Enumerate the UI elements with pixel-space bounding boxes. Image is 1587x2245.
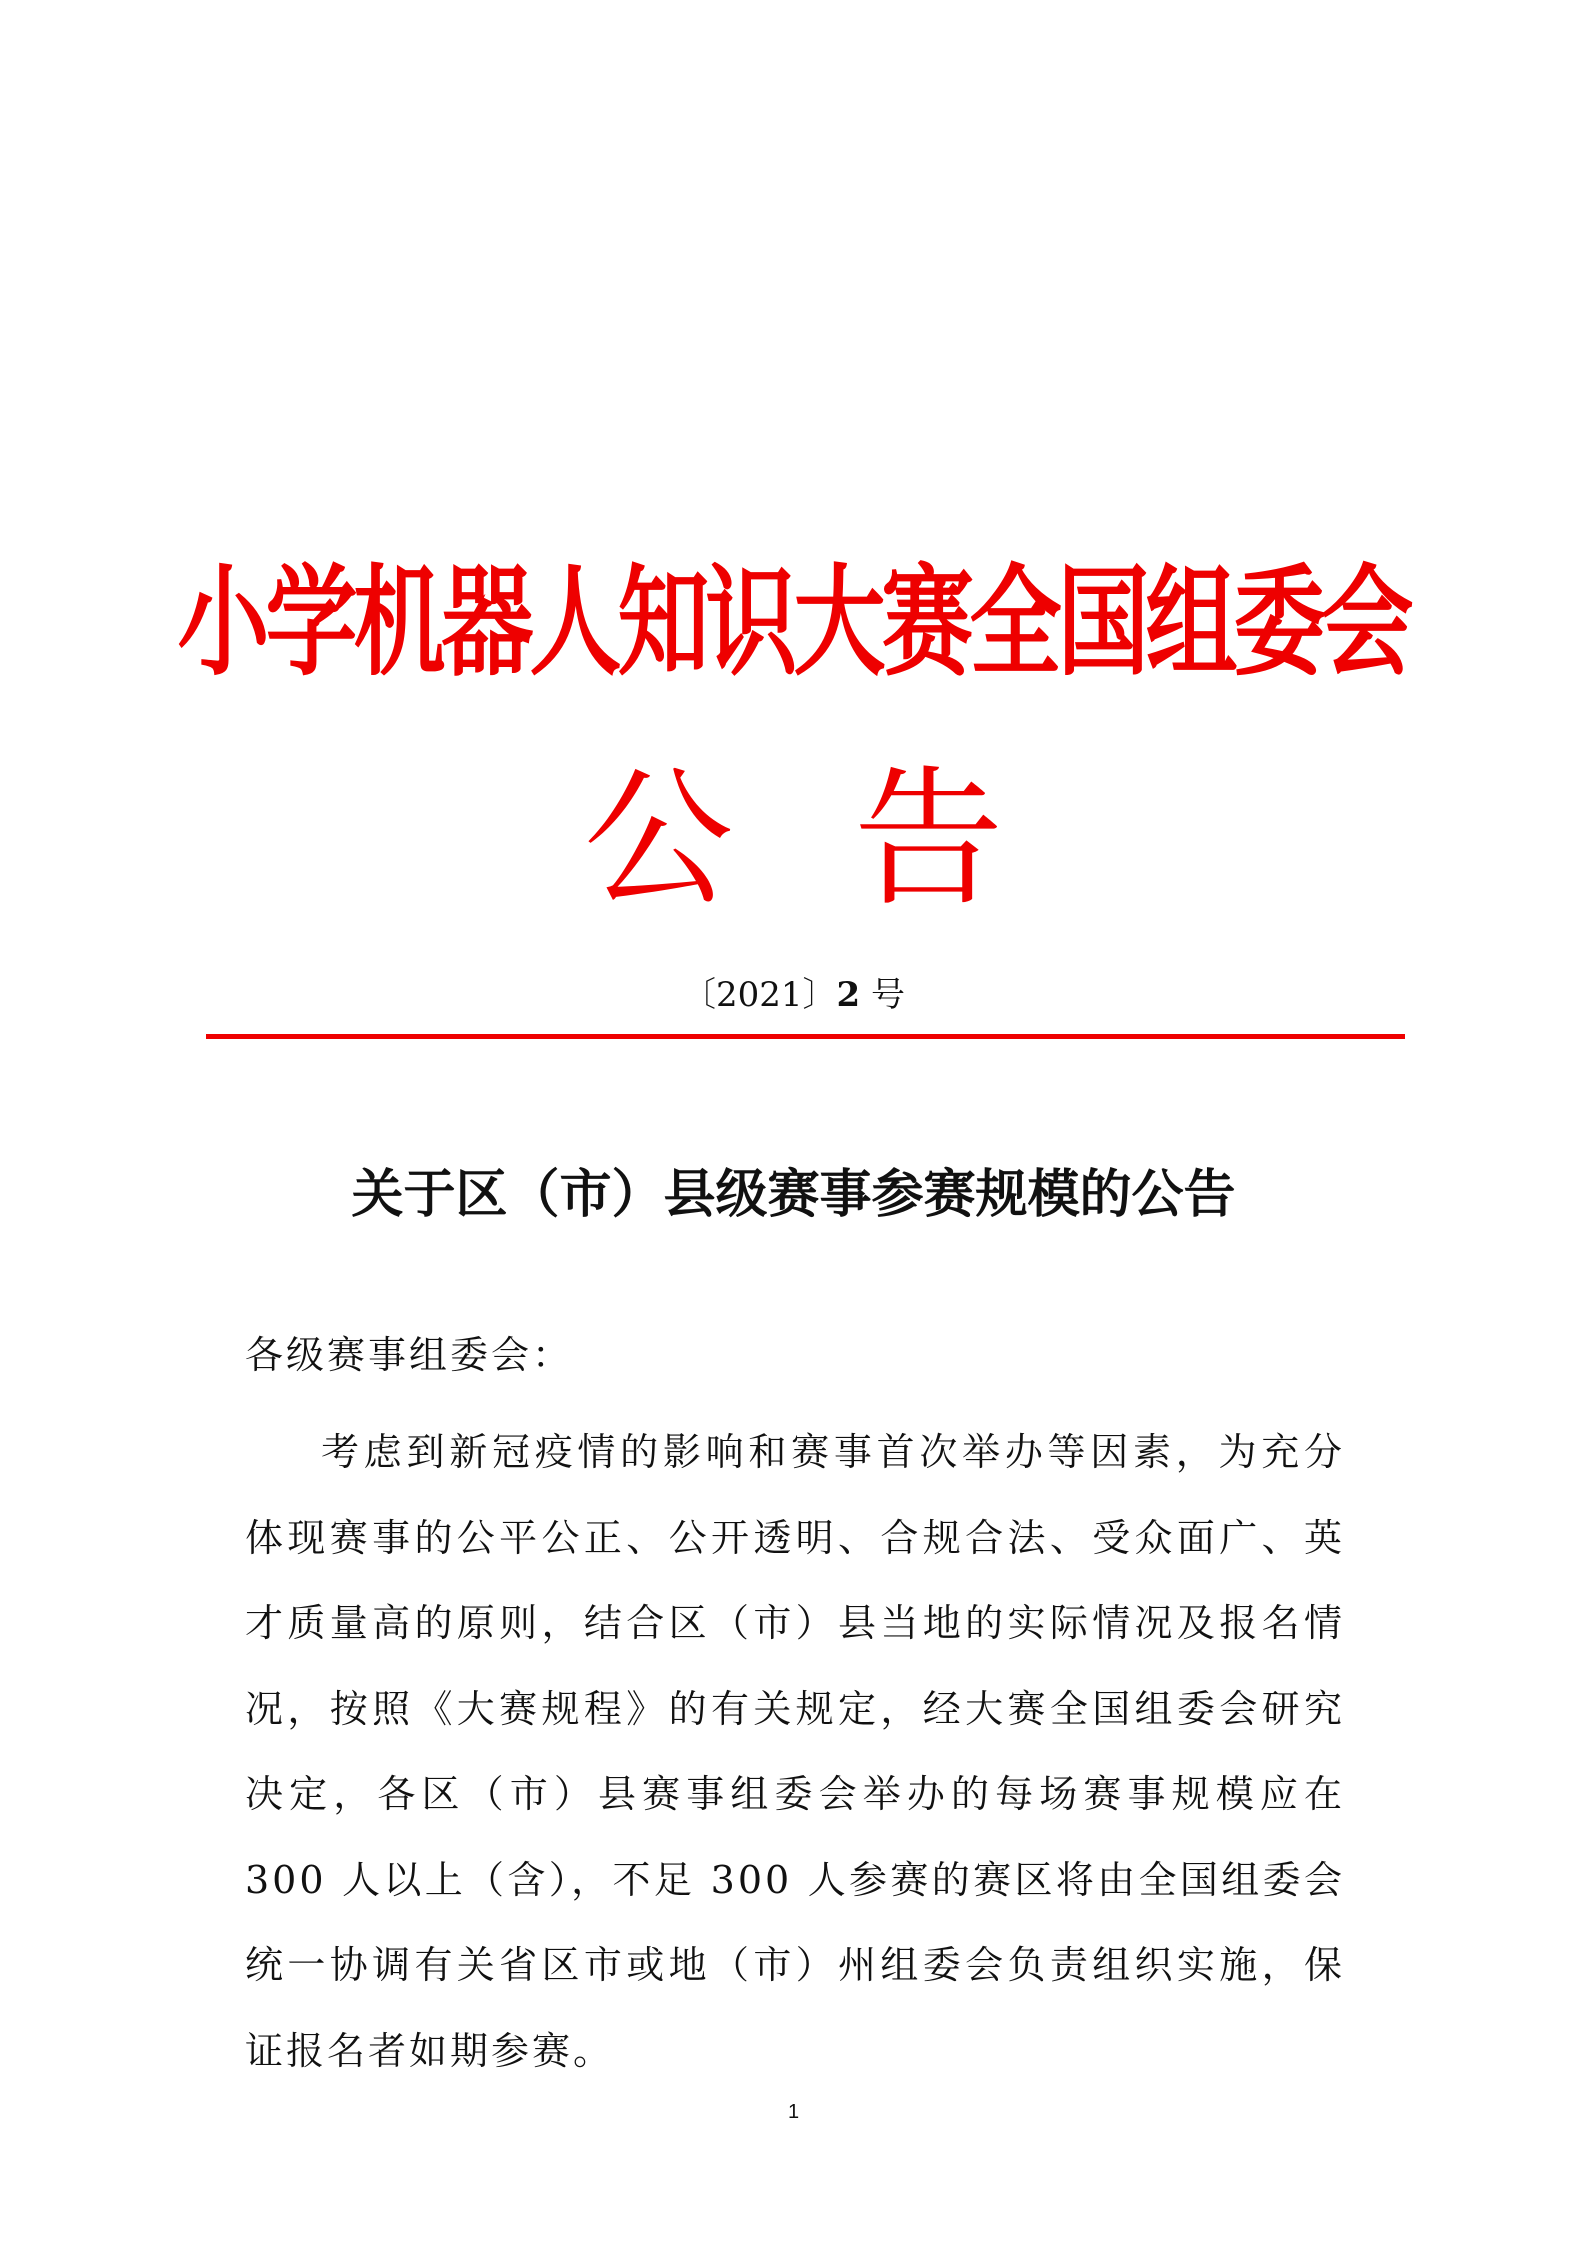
document-number	[0, 970, 1587, 1020]
doc-type-char-1: 公	[583, 753, 734, 927]
doc-number-prefix: 〔2021〕	[681, 975, 837, 1015]
article-title: 关于区（市）县级赛事参赛规模的公告	[351, 1165, 1236, 1225]
issuing-organization-header: 小学机器人知识大赛全国组委会	[177, 552, 1410, 692]
doc-number-suffix: 号	[871, 975, 905, 1015]
doc-type-char-2: 告	[853, 753, 1004, 927]
salutation: 各级赛事组委会：	[245, 1333, 574, 1377]
body-paragraph: 考虑到新冠疫情的影响和赛事首次举办等因素，为充分体现赛事的公平公正、公开透明、合规合法、受众面广、英才质量高的原则，结合区（市）县当地的实际情况及报名情况，按照《大赛规程》的有关规定，经大赛全国组委会研究决定，各区（市）县赛事组委会举办的每场赛事规模应在 300 人以上（含），不足 300 人参赛的赛区将由全国组委会统一协调有关省区市或地（市）州组委会负责组织实施，保证报名者如期参赛。	[245, 1430, 1345, 2073]
page-number: 1	[787, 2101, 800, 2123]
document-type-heading	[0, 755, 1587, 925]
red-divider-line	[206, 1034, 1405, 1039]
doc-number-value: 2	[836, 975, 861, 1015]
